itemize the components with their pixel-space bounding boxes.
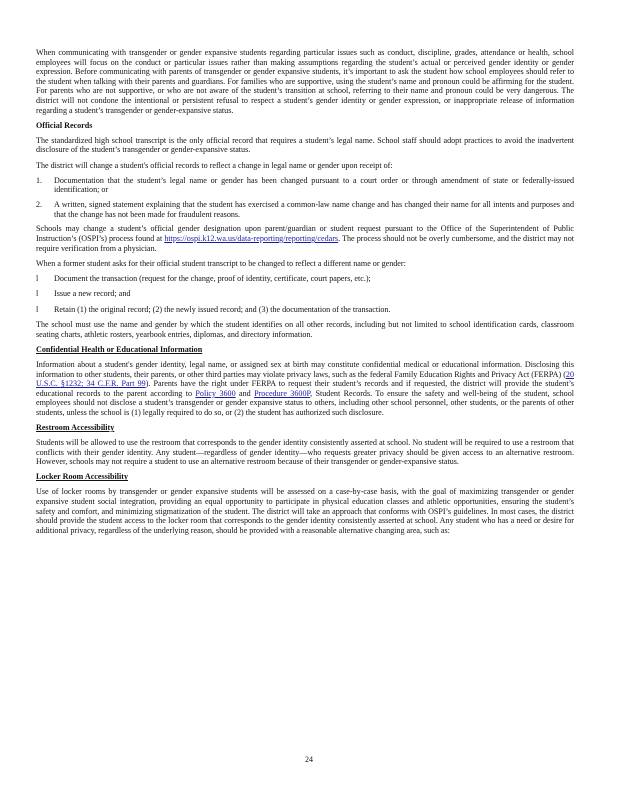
communication-paragraph: When communicating with transgender or gender expansive students regarding particular issues such as conduct, discipline, grades, attendance or health, school employees will focus on the conduct or particular issues rather than making assumptions regarding the student’s actual or perceived gender identity or gender expression. Before communicating with parents of transgender or gender expansive students, it’s important to ask the student how school employees should refer to the student when talking with their parents and guardians. For families who are supportive, using the student’s name and pronoun could be affirming for the student. For parents who are not supportive, or who are not aware of the student’s transition at school, referring to their name and pronoun could be very dangerous. The district will not condone the intentional or persistent refusal to respect a student’s gender identity or gender expression, or inappropriate release of information regarding a student’s transgender or gender-expansive status. bbox=[36, 48, 574, 115]
confidential-text-3: and bbox=[235, 388, 255, 398]
numbered-list-item bbox=[36, 200, 574, 219]
ferpa-citation-link[interactable]: 20 U.S.C. §1232; 34 C.F.R. Part 99 bbox=[36, 369, 574, 389]
bullet-list-item bbox=[36, 274, 574, 284]
official-records-paragraph-5: The school must use the name and gender by which the student identifies on all other records, including but not limited to school identification cards, classroom seating charts, athletic rosters, yearbook entries, diplomas, and directory information. bbox=[36, 320, 574, 339]
ospi-text-after: . The process should not be overly cumbersome, and the district may not require verification from a physician. bbox=[36, 234, 574, 253]
official-records-heading: Official Records bbox=[36, 120, 93, 130]
official-records-paragraph-2: The district will change a student's official records to reflect a change in legal name or gender upon receipt of: bbox=[36, 160, 393, 170]
bullet-marker: l bbox=[36, 289, 39, 299]
list-item-text: A written, signed statement explaining that the student has exercised a common-law name change and has changed their name for all intents and purposes and that the change has not been made for fraudulent reasons. bbox=[54, 200, 574, 219]
numbered-list-item bbox=[36, 176, 574, 195]
list-number: 1. bbox=[36, 175, 43, 185]
locker-room-accessibility-paragraph: Use of locker rooms by transgender or gender expansive students will be assessed on a case-by-case basis, with the goal of maximizing transgender or gender expansive student social integration, providing an equal opportunity to participate in physical education classes and athletic opportunities, ensuring the student’s safety and comfort, and minimizing stigmatization of the student. The district will take an approach that conforms with OSPI’s guidelines. In most cases, the district should provide the student access to the locker room that corresponds to the gender identity consistently asserted at school. Any student who has a need or desire for additional privacy, regardless of the underlying reason, should be provided with a reasonable alternative changing area, such as: bbox=[36, 487, 574, 535]
locker-room-accessibility-heading: Locker Room Accessibility bbox=[36, 472, 129, 482]
official-records-paragraph-1: The standardized high school transcript is the only official record that requires a student’s legal name. School staff should adopt practices to avoid the inadvertent disclosure of the student’s transgender or gender-expansive status. bbox=[36, 135, 574, 155]
confidential-text-4: , Student Records. To ensure the safety and well-being of the student, school employees should not disclose a student’s transgender or gender expansive status to others, including other school personnel, other students, or the parents of other students, unless the school is (1) legally required to do so, or (2) the student has authorized such disclosure. bbox=[36, 388, 575, 417]
confidential-info-paragraph bbox=[36, 360, 574, 418]
restroom-accessibility-paragraph: Students will be allowed to use the restroom that corresponds to the gender identity consistently asserted at school. No student will be required to use a restroom that conflicts with their gender identity. Any student—regardless of gender identity—who requests greater privacy should be given access to an alternative restroom. However, schools may not require a student to use an alternative restroom because of their transgender or gender-expansive status. bbox=[36, 438, 574, 467]
confidential-text-2: ). Parents have the right under FERPA to request their student’s records and if requested, the district will provide the student’s educational records to the parent according to bbox=[36, 379, 574, 398]
restroom-accessibility-heading: Restroom Accessibility bbox=[36, 423, 115, 433]
bullet-marker: l bbox=[36, 274, 39, 284]
procedure-3600p-link[interactable]: Procedure 3600P bbox=[254, 388, 311, 398]
list-number: 2. bbox=[36, 200, 43, 210]
official-records-paragraph-4: When a former student asks for their official student transcript to be changed to reflect a different name or gender: bbox=[36, 258, 406, 268]
official-records-paragraph-3 bbox=[36, 224, 574, 253]
ospi-cedars-link[interactable]: https://ospi.k12.wa.us/data-reporting/reporting/cedars bbox=[164, 234, 339, 244]
ospi-text-before: Schools may change a student’s official gender designation upon parent/guardian or student request pursuant to the Office of the Superintendent of Public Instruction’s (OSPI’s) process found at bbox=[36, 224, 574, 244]
bullet-list-item bbox=[36, 289, 574, 299]
bullet-marker: l bbox=[36, 304, 39, 314]
confidential-info-heading: Confidential Health or Educational Information bbox=[36, 344, 203, 354]
bullet-text: Retain (1) the original record; (2) the newly issued record; and (3) the documentation of the transaction. bbox=[54, 304, 391, 314]
policy-3600-link[interactable]: Policy 3600 bbox=[195, 388, 236, 398]
bullet-text: Issue a new record; and bbox=[54, 289, 131, 299]
page-number: 24 bbox=[305, 755, 313, 764]
bullet-text: Document the transaction (request for the change, proof of identity, certificate, court papers, etc.); bbox=[54, 274, 371, 284]
confidential-text-1: Information about a student's gender identity, legal name, or assigned sex at birth may constitute confidential medical or educational information. Disclosing this information to other students, their parents, or other third parties may violate privacy laws, such as the federal Family Education Rights and Privacy Act (FERPA) ( bbox=[36, 359, 574, 379]
page-content bbox=[36, 48, 574, 541]
list-item-text: Documentation that the student’s legal name or gender has been changed pursuant to a court order or through amendment of state or federally-issued identification; or bbox=[54, 175, 574, 195]
bullet-list-item bbox=[36, 305, 574, 315]
